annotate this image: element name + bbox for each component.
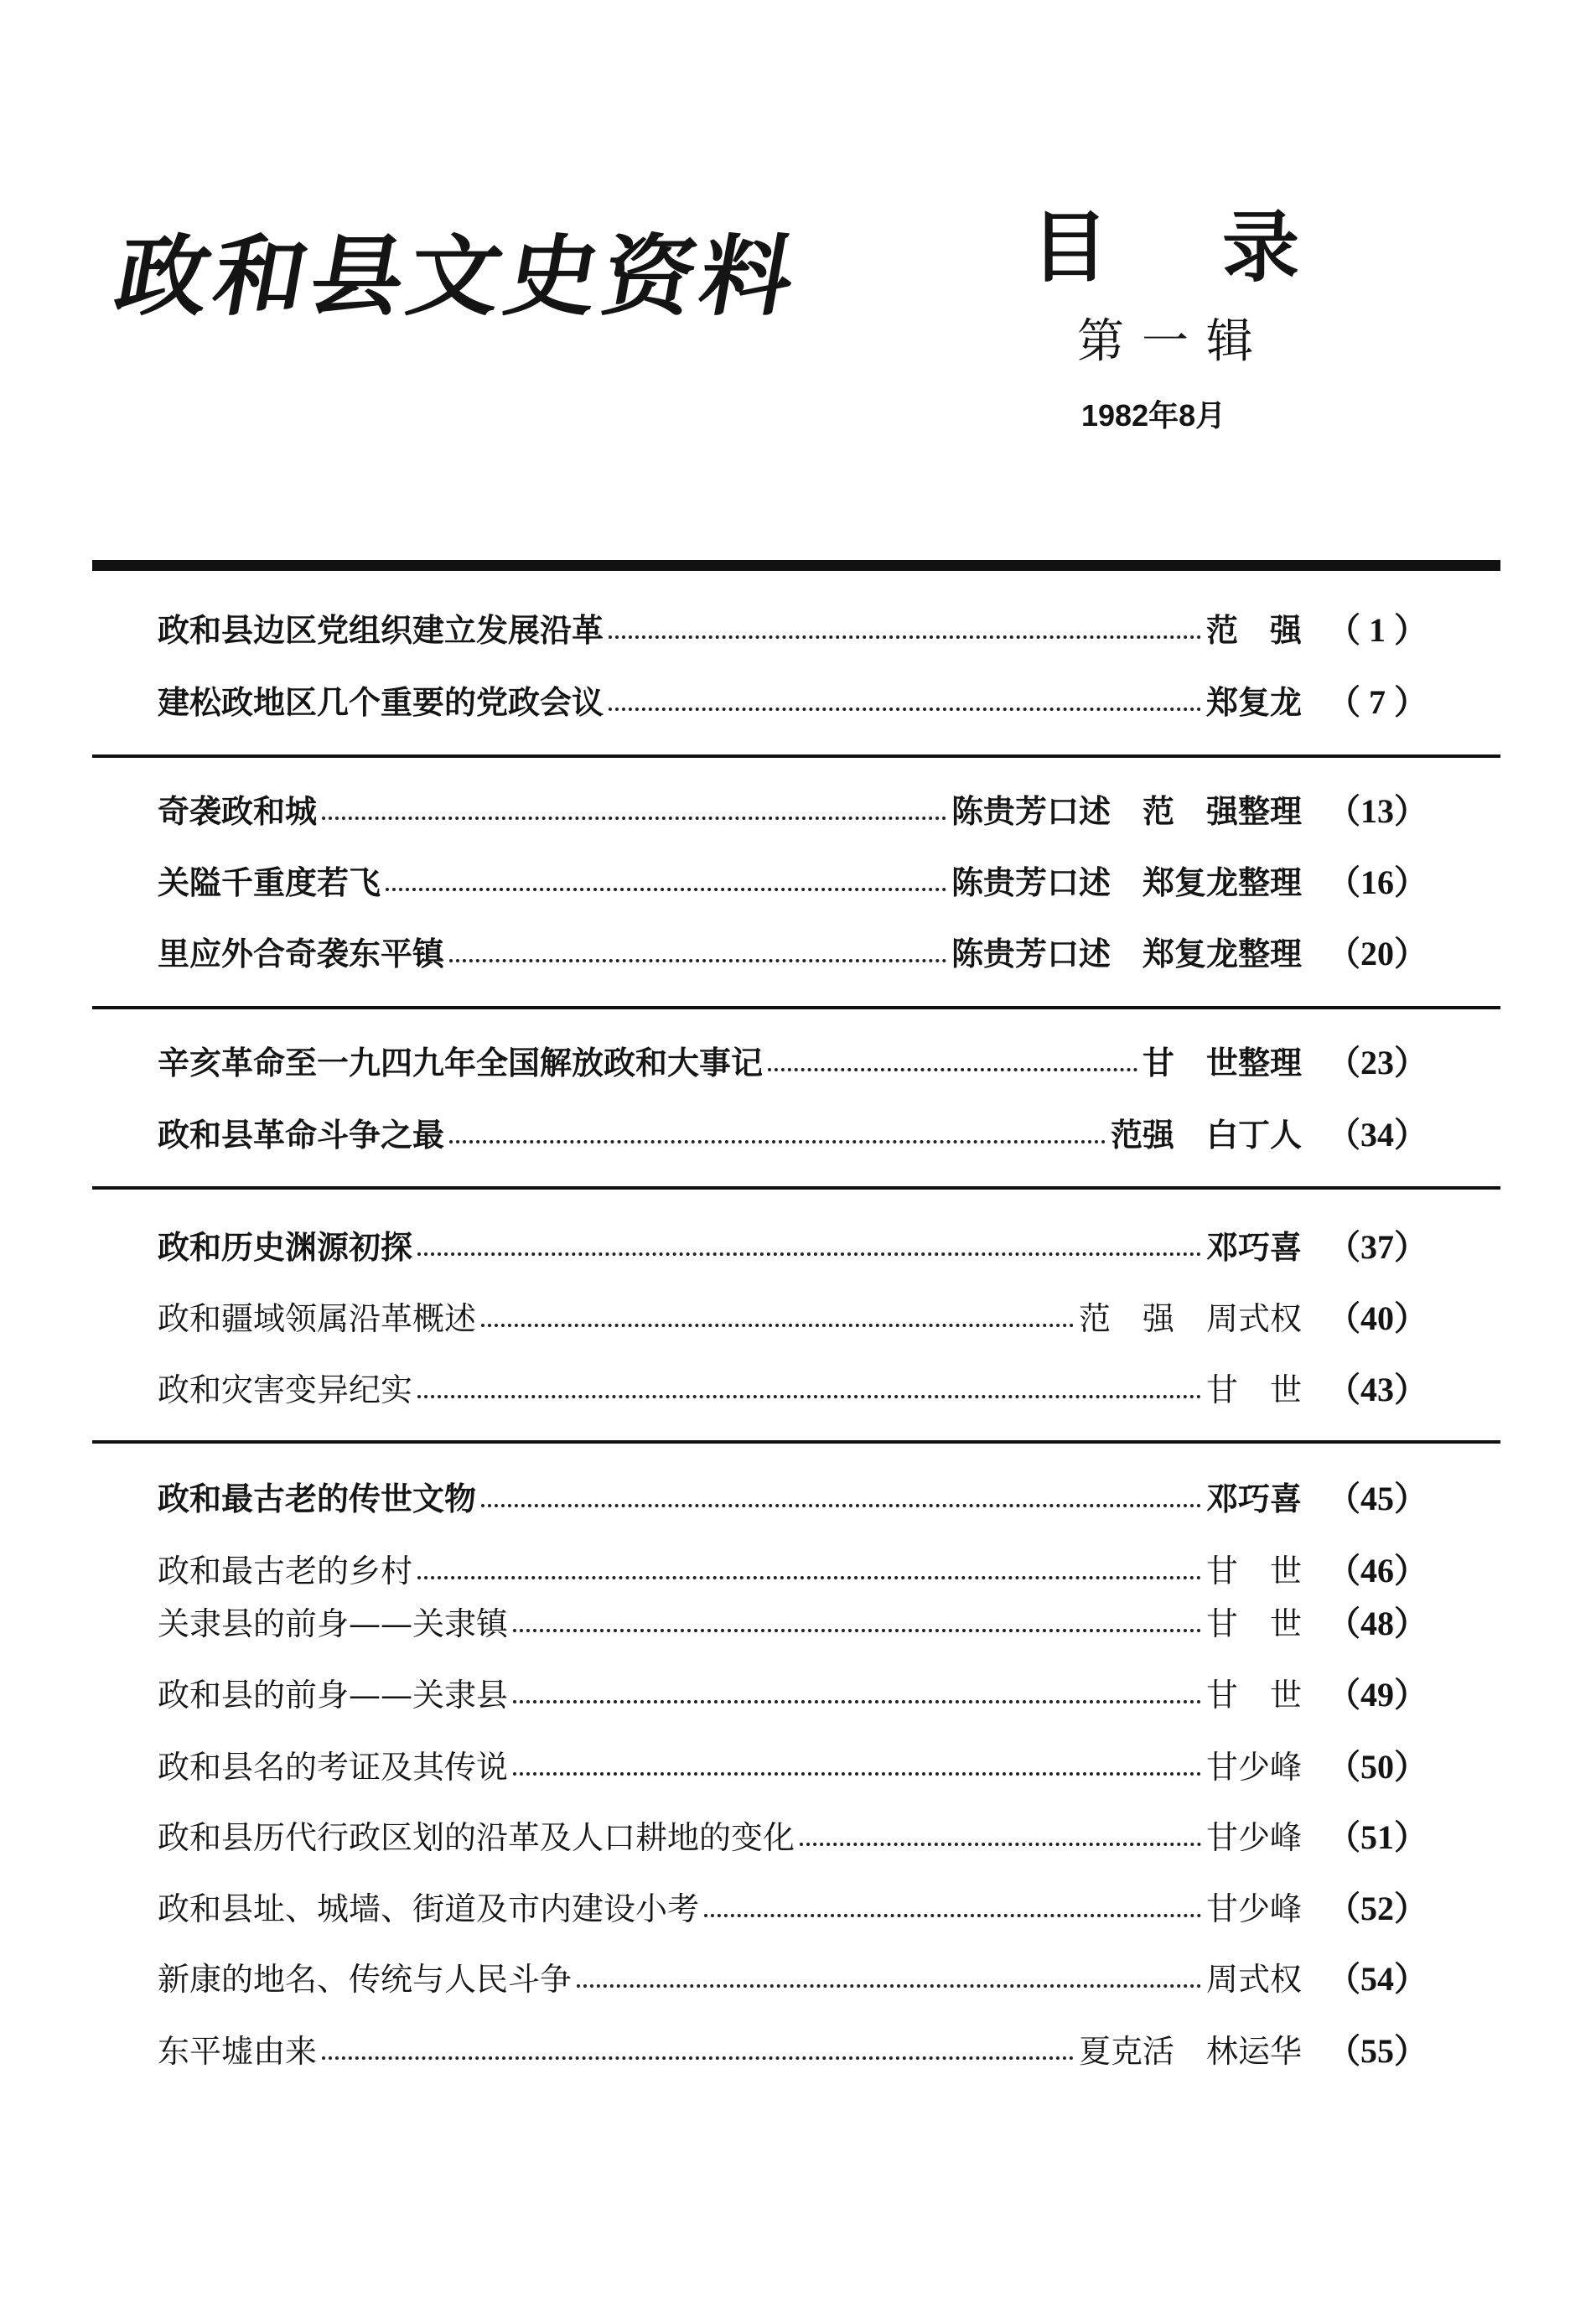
section-divider (92, 754, 1500, 758)
toc-entry (158, 858, 1428, 908)
toc-entry (158, 1884, 1428, 1934)
toc-entry (158, 1038, 1428, 1088)
toc-entry (158, 1599, 1428, 1649)
series-title: 政和县文史资料 (108, 225, 807, 328)
toc-entry (158, 1812, 1428, 1863)
toc-entry (158, 1546, 1428, 1596)
entry-title: 政和县边区党组织建立发展沿革 (158, 612, 604, 649)
entry-page-number: （ 7 ） (1327, 683, 1428, 721)
dot-leader (322, 817, 946, 820)
entry-page-number: （23） (1327, 1044, 1428, 1081)
section-divider (92, 1440, 1500, 1444)
entry-title: 政和灾害变异纪实 (158, 1372, 413, 1408)
toc-entry (158, 1222, 1428, 1273)
entry-page-number: （55） (1327, 2032, 1428, 2070)
entry-author: 甘 世 (1205, 1372, 1302, 1408)
dot-leader (513, 1700, 1201, 1703)
entry-author: 甘少峰 (1205, 1819, 1302, 1856)
toc-entry (158, 1954, 1428, 2004)
entry-title: 东平墟由来 (158, 2033, 318, 2070)
entry-author: 陈贵芳口述 郑复龙整理 (951, 864, 1302, 901)
dot-leader (417, 1576, 1201, 1579)
dot-leader (513, 1629, 1201, 1632)
entry-author: 甘 世 (1205, 1677, 1302, 1714)
entry-page-number: （45） (1327, 1480, 1428, 1517)
entry-author: 甘 世 (1205, 1605, 1302, 1642)
issue-label: 第一辑 (1077, 314, 1253, 369)
entry-author: 甘少峰 (1205, 1749, 1302, 1786)
dot-leader (609, 635, 1201, 639)
dot-leader (800, 1843, 1201, 1846)
entry-page-number: （ 1 ） (1327, 611, 1428, 649)
entry-author: 范 强 (1205, 612, 1302, 649)
dot-leader (577, 1984, 1201, 1988)
publication-date: 1982年8月 (1081, 398, 1226, 433)
toc-entry (158, 1365, 1428, 1415)
entry-title: 政和历史渊源初探 (158, 1229, 413, 1266)
entry-title: 辛亥革命至一九四九年全国解放政和大事记 (158, 1045, 764, 1081)
entry-page-number: （34） (1327, 1116, 1428, 1154)
entry-author: 陈贵芳口述 郑复龙整理 (951, 936, 1302, 972)
toc-entry (158, 2026, 1428, 2077)
entry-page-number: （50） (1327, 1748, 1428, 1786)
dot-leader (513, 1772, 1201, 1776)
entry-title: 政和县革命斗争之最 (158, 1117, 445, 1154)
dot-leader (386, 888, 946, 891)
entry-title: 奇袭政和城 (158, 793, 318, 830)
entry-title: 关隶县的前身——关隶镇 (158, 1605, 509, 1642)
toc-entry (158, 1474, 1428, 1524)
entry-page-number: （37） (1327, 1228, 1428, 1266)
dot-leader (449, 1140, 1106, 1143)
entry-title: 政和最古老的传世文物 (158, 1480, 477, 1517)
toc-entry (158, 1110, 1428, 1160)
entry-author: 郑复龙 (1205, 684, 1302, 721)
entry-title: 政和最古老的乡村 (158, 1553, 413, 1589)
dot-leader (417, 1252, 1201, 1256)
entry-page-number: （13） (1327, 792, 1428, 830)
entry-page-number: （20） (1327, 935, 1428, 972)
dot-leader (449, 959, 946, 962)
entry-title: 政和县名的考证及其传说 (158, 1749, 509, 1786)
entry-author: 陈贵芳口述 范 强整理 (951, 793, 1302, 830)
toc-entry (158, 1294, 1428, 1344)
entry-page-number: （48） (1327, 1605, 1428, 1642)
entry-title: 关隘千重度若飞 (158, 864, 381, 901)
entry-title: 建松政地区几个重要的党政会议 (158, 684, 604, 721)
entry-author: 范 强 周式权 (1078, 1300, 1302, 1337)
entry-page-number: （52） (1327, 1890, 1428, 1927)
toc-entry (158, 605, 1428, 656)
entry-author: 夏克活 林运华 (1078, 2033, 1302, 2070)
section-divider (92, 1006, 1500, 1009)
entry-title: 政和疆域领属沿革概述 (158, 1300, 477, 1337)
entry-page-number: （46） (1327, 1552, 1428, 1589)
dot-leader (704, 1914, 1201, 1917)
entry-page-number: （40） (1327, 1299, 1428, 1337)
entry-title: 政和县址、城墙、街道及市内建设小考 (158, 1890, 700, 1927)
toc-entry (158, 1670, 1428, 1720)
toc-heading: 目 录 (1031, 203, 1299, 293)
entry-author: 周式权 (1205, 1961, 1302, 1998)
toc-entry (158, 677, 1428, 728)
entry-page-number: （49） (1327, 1676, 1428, 1714)
dot-leader (481, 1324, 1074, 1327)
entry-title: 政和县历代行政区划的沿革及人口耕地的变化 (158, 1819, 795, 1856)
entry-author: 邓巧喜 (1205, 1229, 1302, 1266)
toc-entry (158, 786, 1428, 837)
entry-author: 范强 白丁人 (1110, 1117, 1302, 1154)
entry-page-number: （51） (1327, 1818, 1428, 1856)
entry-page-number: （54） (1327, 1960, 1428, 1998)
dot-leader (481, 1504, 1201, 1507)
entry-title: 里应外合奇袭东平镇 (158, 936, 445, 972)
toc-entry (158, 929, 1428, 979)
section-divider (92, 1186, 1500, 1190)
entry-author: 甘少峰 (1205, 1890, 1302, 1927)
entry-title: 新康的地名、传统与人民斗争 (158, 1961, 573, 1998)
dot-leader (417, 1395, 1201, 1398)
entry-page-number: （43） (1327, 1371, 1428, 1408)
entry-author: 甘 世整理 (1142, 1045, 1302, 1081)
toc-entry (158, 1742, 1428, 1792)
entry-author: 邓巧喜 (1205, 1480, 1302, 1517)
dot-leader (609, 708, 1201, 711)
dot-leader (768, 1068, 1137, 1071)
dot-leader (322, 2056, 1074, 2060)
entry-title: 政和县的前身——关隶县 (158, 1677, 509, 1714)
entry-page-number: （16） (1327, 863, 1428, 901)
entry-author: 甘 世 (1205, 1553, 1302, 1589)
